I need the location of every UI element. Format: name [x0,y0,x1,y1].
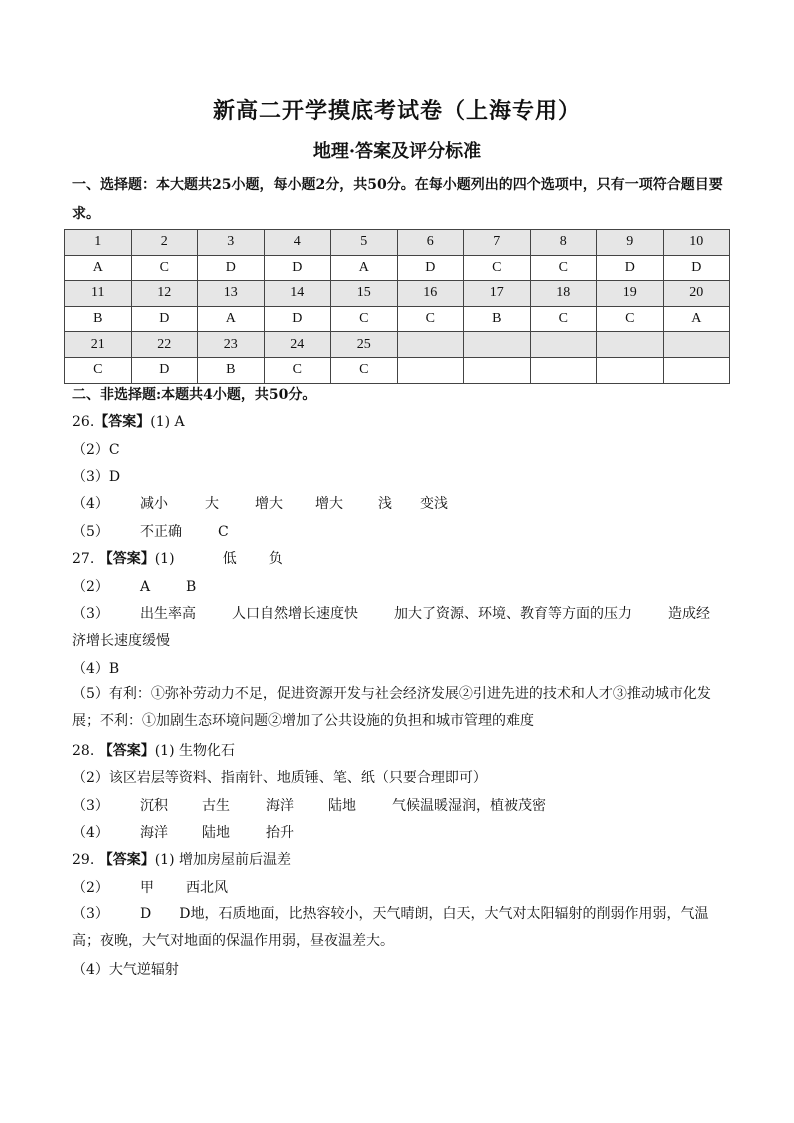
table-cell [530,357,597,383]
q27-line3-cont: 济增长速度缓慢 [72,633,170,649]
q29-l3-text: D D地，石质地面，比热容较小，天气晴朗，白天，大气对太阳辐射的削弱作用弱，气温高；夜晚，大气对地面的保温作用弱，昼夜温差大。 [72,906,709,949]
table-cell [597,357,664,383]
table-cell: 15 [331,281,398,307]
q27-l2-item: B [186,579,197,595]
q27-line2 [72,577,196,597]
q26-l1: (1) A [150,414,185,430]
q29-l2-label: （2） [72,880,109,896]
table-cell: D [597,255,664,281]
q26-l4-item: 大 [205,496,219,512]
q28-l4-item: 抬升 [266,825,294,841]
table-cell: A [198,306,265,332]
table-cell: B [198,357,265,383]
q28-label: 28. [72,743,95,759]
table-cell: 13 [198,281,265,307]
table-cell: 12 [131,281,198,307]
q27-l3-item: 出生率高 [140,606,196,622]
table-cell: 9 [597,230,664,256]
page-title: 新高二开学摸底考试卷（上海专用） [212,98,581,124]
table-cell: 11 [65,281,132,307]
table-cell: C [331,306,398,332]
q28-l3-item: 海洋 [266,798,294,814]
table-cell: 23 [198,332,265,358]
table-cell: 17 [464,281,531,307]
q29-answer-tag: 【答案】 [98,852,155,868]
table-cell: 2 [131,230,198,256]
q26-l4-label: （4） [72,496,109,512]
q29-l2-item: 西北风 [186,880,228,896]
table-cell: C [530,306,597,332]
table-cell: C [397,306,464,332]
table-cell [397,357,464,383]
table-row-answers [65,357,730,383]
q28-l4-label: （4） [72,825,109,841]
q28-answer-tag: 【答案】 [98,743,155,759]
q28-l4-item: 海洋 [140,825,168,841]
q27-l2-label: （2） [72,579,109,595]
table-cell: C [264,357,331,383]
table-cell: C [597,306,664,332]
section2-heading: 二、非选择题:本题共4小题，共50分。 [72,387,317,403]
q27-l1-item: 低 [222,551,237,567]
table-cell [597,332,664,358]
q29-l2-item: 甲 [140,880,154,896]
table-cell: 7 [464,230,531,256]
q26-l4-item: 减小 [140,496,168,512]
q27-line4: （4）B [72,661,120,677]
table-cell: 14 [264,281,331,307]
q29-line2 [72,878,228,898]
q26-l4-item: 变浅 [420,496,448,512]
q26-line2: （2）C [72,442,120,458]
table-row-numbers [65,332,730,358]
table-cell: D [131,306,198,332]
table-cell [663,357,730,383]
q27-l3-item: 加大了资源、环境、教育等方面的压力 [394,606,632,622]
answer-table [64,229,730,384]
table-cell: 3 [198,230,265,256]
q27-l2-item: A [140,579,151,595]
q29-label: 29. [72,852,95,868]
q26-l4-item: 增大 [315,496,343,512]
q26-line5 [72,522,229,542]
table-cell: 6 [397,230,464,256]
table-cell: 21 [65,332,132,358]
table-cell [397,332,464,358]
q28-l3-item: 气候温暖湿润，植被茂密 [392,798,546,814]
table-cell: D [131,357,198,383]
table-cell: 18 [530,281,597,307]
q28-l1: (1) 生物化石 [154,743,235,759]
table-row-numbers [65,281,730,307]
table-cell: 24 [264,332,331,358]
table-cell: 10 [663,230,730,256]
q26-line1 [72,412,185,432]
q27-line5: （5）有利：①弥补劳动力不足，促进资源开发与社会经济发展②引进先进的技术和人才③推动城市化发展；不利：①加剧生态环境问题②增加了公共设施的负担和城市管理的难度 [72,686,711,729]
q26-l4-item: 浅 [378,496,392,512]
q26-answer-tag: 【答案】 [94,414,151,430]
table-cell: 8 [530,230,597,256]
table-cell: 1 [65,230,132,256]
table-cell: A [65,255,132,281]
table-cell: A [331,255,398,281]
table-cell [464,332,531,358]
table-cell: 16 [397,281,464,307]
table-cell: B [464,306,531,332]
table-cell: A [663,306,730,332]
q28-l3-item: 古生 [202,798,230,814]
q27-l3-label: （3） [72,606,109,622]
table-cell: C [530,255,597,281]
table-cell: 19 [597,281,664,307]
q29-l1: (1) 增加房屋前后温差 [154,852,291,868]
q28-l3-label: （3） [72,798,109,814]
table-cell: 4 [264,230,331,256]
q26-line4 [72,494,448,514]
q27-l3-item: 造成经 [668,606,710,622]
table-cell: C [131,255,198,281]
table-cell: C [65,357,132,383]
q27-l3-item: 人口自然增长速度快 [232,606,358,622]
q29-line3 [72,901,732,949]
table-cell: D [198,255,265,281]
table-cell: D [264,306,331,332]
table-cell: 5 [331,230,398,256]
q28-l3-item: 陆地 [328,798,356,814]
q27-l1-item: 负 [268,551,283,567]
q27-answer-tag: 【答案】 [98,551,155,567]
table-cell: C [464,255,531,281]
q27-line1 [72,549,283,569]
table-row-numbers [65,230,730,256]
q28-l3-item: 沉积 [140,798,168,814]
table-row-answers [65,255,730,281]
q27-line3 [72,604,710,624]
q29-line1 [72,850,291,870]
table-cell: 25 [331,332,398,358]
q26-l5-item: 不正确 [140,524,182,540]
table-cell: D [397,255,464,281]
table-cell: D [264,255,331,281]
q26-l5-label: （5） [72,524,109,540]
table-cell: 22 [131,332,198,358]
q27-label: 27. [72,551,95,567]
table-cell: D [663,255,730,281]
table-row-answers [65,306,730,332]
section1-heading: 一、选择题：本大题共25小题，每小题2分，共50分。在每小题列出的四个选项中，只有一项符合题目要求。 [72,177,723,222]
q26-line3: （3）D [72,469,121,485]
q28-line2: （2）该区岩层等资料、指南针、地质锤、笔、纸（只要合理即可） [72,770,487,786]
table-cell [530,332,597,358]
q28-line3 [72,796,546,816]
q27-l1-label: (1) [154,551,175,567]
q28-line1 [72,741,235,761]
table-cell [663,332,730,358]
q29-line4: （4）大气逆辐射 [72,962,179,978]
q28-l4-item: 陆地 [202,825,230,841]
q28-line4 [72,823,294,843]
page-subtitle: 地理·答案及评分标准 [312,141,482,162]
table-cell: B [65,306,132,332]
table-cell: C [331,357,398,383]
q29-l3-label: （3） [72,906,109,922]
q26-l5-item: C [218,524,229,540]
table-cell: 20 [663,281,730,307]
q26-label: 26. [72,414,95,430]
table-cell [464,357,531,383]
q26-l4-item: 增大 [255,496,283,512]
